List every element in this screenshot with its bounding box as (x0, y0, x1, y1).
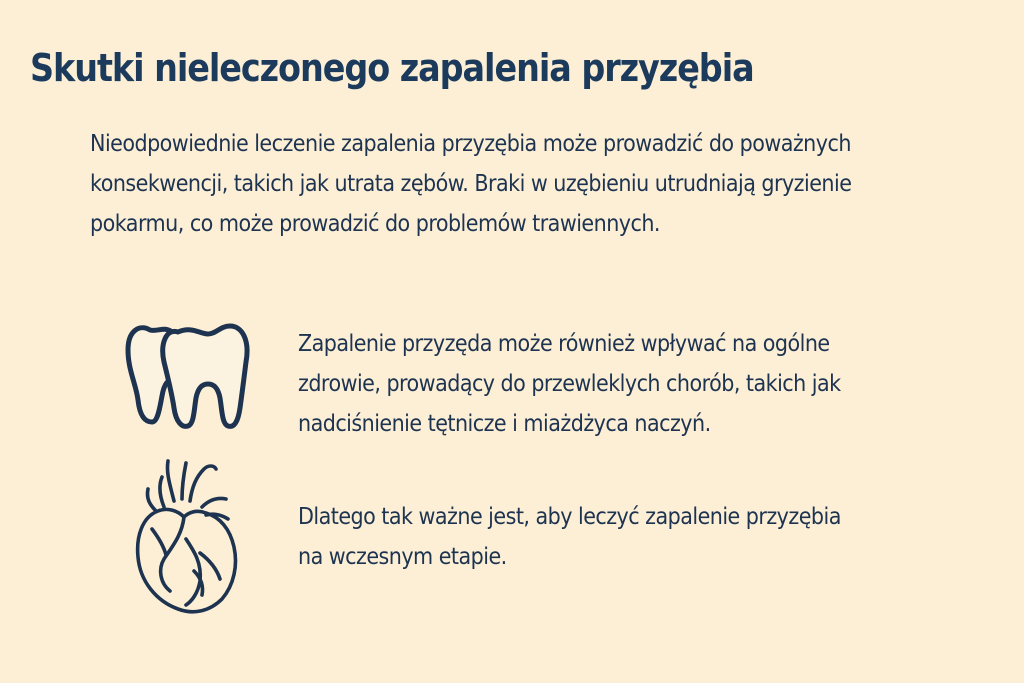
intro-paragraph: Nieodpowiednie leczenie zapalenia przyzębia może prowadzić do poważnych konsekwencji, takich jak utrata zębów. Braki w uzębieniu utrudniają gryzienie pokarmu, co może prowadzić do problemów trawiennych. (90, 131, 852, 237)
tooth-icon (120, 318, 255, 433)
page-title: Skutki nieleczonego zapalenia przyzębia (30, 46, 754, 90)
heart-icon (130, 455, 240, 615)
conclusion-paragraph: Dlatego tak ważne jest, aby leczyć zapalenie przyzębia na wczesnym etapie. (298, 504, 841, 570)
health-effects-paragraph: Zapalenie przyzęda może również wpływać na ogólne zdrowie, prowadący do przewleklych chorób, takich jak nadciśnienie tętnicze i miażdżyca naczyń. (298, 331, 841, 437)
